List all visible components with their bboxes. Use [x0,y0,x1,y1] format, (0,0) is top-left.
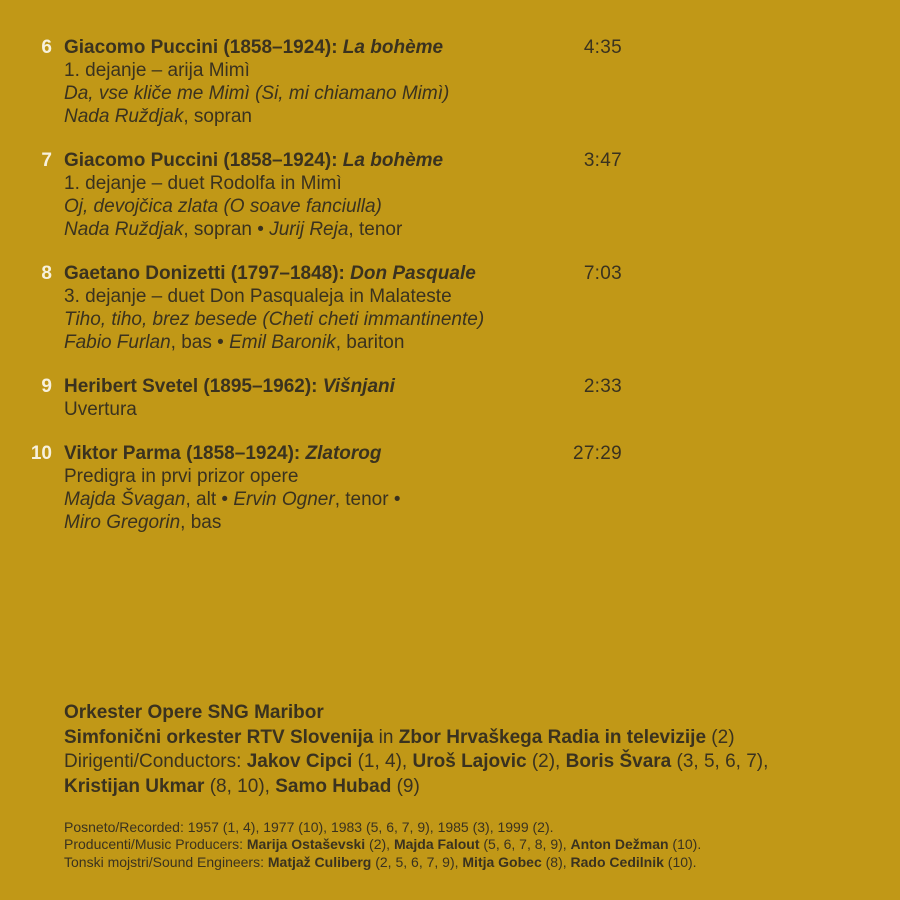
text-run: (9) [391,775,420,797]
track-detail-line [64,218,530,241]
text-run: Rado Cedilnik [570,853,664,870]
text-run: Uroš Lajovic [412,751,527,772]
text-run: Dirigenti/Conductors: [64,751,247,772]
track-title [64,149,530,172]
text-run: Boris Švara [565,751,672,772]
text-run: Orkester Opere SNG Maribor [64,702,324,723]
text-run: Marija Ostaševski [246,836,366,853]
track-duration: 2:33 [583,376,622,397]
track-item [24,375,622,421]
track-list [24,36,622,555]
text-run: Nada Ruždjak [64,219,184,240]
text-run: (2), [526,751,566,772]
text-run: , bas [180,512,222,533]
text-run: (2), [365,836,394,853]
credits-block [64,701,876,799]
track-number: 8 [41,263,52,284]
text-run: 1. dejanje – arija Mimì [64,60,250,81]
track-title [64,442,530,465]
text-run: Tiho, tiho, brez besede (Cheti cheti immantinente) [64,309,485,330]
text-run: Ervin Ogner [233,489,335,510]
text-run: (2) [706,726,735,748]
text-run: (3, 5, 6, 7), [671,751,769,772]
track-title [64,36,530,59]
text-run: Zbor Hrvaškega Radia in televizije [398,726,707,748]
credits-line [64,775,876,800]
track-body [64,442,530,534]
track-detail-line [64,82,530,105]
text-run: Matjaž Culiberg [267,853,372,870]
track-item [24,262,622,354]
track-body [64,262,530,354]
text-run: (2, 5, 6, 7, 9), [371,853,463,870]
credits-line [64,750,876,775]
text-run: (8, 10), [204,775,276,797]
track-detail-line [64,465,530,488]
text-run: , alt • [185,489,234,510]
text-run: Predigra in prvi prizor opere [64,466,299,487]
text-run: , bas • [170,332,230,353]
text-run: Simfonični orkester RTV Slovenija [64,726,374,748]
credits-line [64,701,876,726]
text-run: Giacomo Puccini (1858–1924): [64,37,343,58]
text-run: in [373,726,399,748]
track-detail-line [64,59,530,82]
track-detail-line [64,105,530,128]
track-body [64,149,530,241]
track-body [64,36,530,128]
text-run: Majda Falout [393,836,480,853]
text-run: Uvertura [64,399,137,420]
recording-note-line [64,854,876,871]
track-detail-line [64,285,530,308]
track-number: 7 [41,150,52,171]
text-run: Majda Švagan [64,489,186,510]
track-detail-line [64,331,530,354]
track-duration: 7:03 [583,263,622,284]
text-run: Fabio Furlan [64,332,171,353]
text-run: 1. dejanje – duet Rodolfa in Mimì [64,173,342,194]
text-run: Gaetano Donizetti (1797–1848): [64,263,351,284]
text-run: , tenor • [334,489,401,510]
text-run: La bohème [342,37,444,58]
track-detail-line [64,308,530,331]
text-run: Producenti/Music Producers: [64,836,247,853]
text-run: Da, vse kliče me Mimì (Si, mi chiamano Mimì) [64,83,450,104]
text-run: Tonski mojstri/Sound Engineers: [64,853,268,870]
track-duration: 27:29 [572,443,622,464]
text-run: Mitja Gobec [462,853,542,870]
track-detail-line [64,172,530,195]
text-run: Miro Gregorin [64,512,181,533]
text-run: Viktor Parma (1858–1924): [64,443,306,464]
text-run: Emil Baronik [229,332,336,353]
recording-notes [64,819,876,871]
text-run: Nada Ruždjak [64,106,184,127]
text-run: Kristijan Ukmar [64,775,205,797]
track-item [24,36,622,128]
text-run: Don Pasquale [350,263,476,284]
text-run: Heribert Svetel (1895–1962): [64,376,323,397]
track-detail-line [64,195,530,218]
text-run: Giacomo Puccini (1858–1924): [64,150,343,171]
text-run: Jurij Reja [269,219,349,240]
track-number: 9 [41,376,52,397]
track-duration: 3:47 [583,150,622,171]
track-body [64,375,530,421]
text-run: , sopran [183,106,252,127]
text-run: Posneto/Recorded: 1957 (1, 4), 1977 (10), 1983 (5, 6, 7, 9), 1985 (3), 1999 (2). [64,819,554,835]
text-run: (10). [668,836,702,853]
recording-note-line [64,836,876,853]
text-run: Jakov Cipci [246,751,353,772]
text-run: (8), [541,853,571,870]
track-item [24,442,622,534]
text-run: Samo Hubad [275,775,392,797]
text-run: (1, 4), [352,751,413,772]
text-run: La bohème [342,150,444,171]
track-detail-line [64,488,530,511]
text-run: , tenor [348,219,403,240]
text-run: Anton Dežman [570,836,669,853]
credits-line [64,726,876,751]
text-run: , bariton [335,332,405,353]
track-detail-line [64,511,530,534]
track-title [64,375,530,398]
text-run: (10). [663,853,697,870]
track-title [64,262,530,285]
track-detail-line [64,398,530,421]
text-run: Zlatorog [305,443,382,464]
track-item [24,149,622,241]
track-duration: 4:35 [583,37,622,58]
text-run: 3. dejanje – duet Don Pasqualeja in Malateste [64,286,452,307]
text-run: , sopran • [183,219,270,240]
recording-note-line [64,819,876,836]
track-number: 10 [30,443,52,464]
track-number: 6 [41,37,52,58]
text-run: Višnjani [322,376,395,397]
text-run: Oj, devojčica zlata (O soave fanciulla) [64,196,382,217]
text-run: (5, 6, 7, 8, 9), [479,836,571,853]
